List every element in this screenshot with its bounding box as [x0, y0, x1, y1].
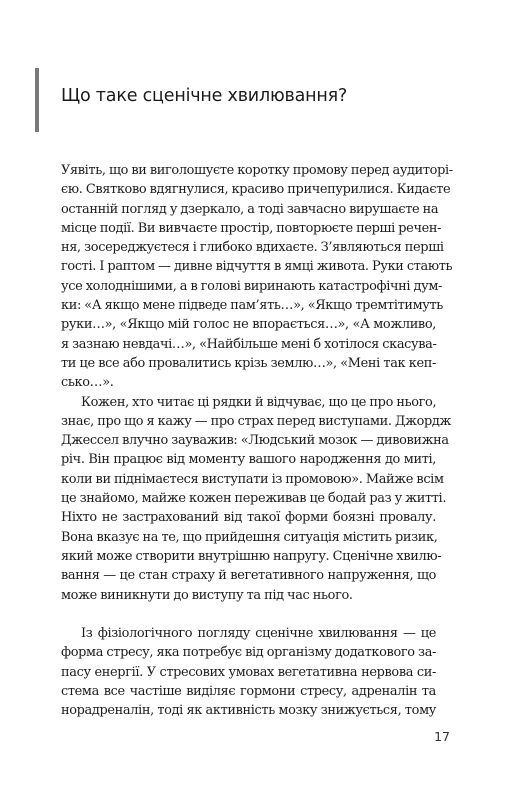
text-line: сько…». [61, 375, 114, 391]
text-line: Джессел влучно зауважив: «Людський мозок — дивовижна [61, 433, 449, 449]
text-line: останній погляд у дзеркало, а тоді завчасно вирушаєте на [61, 201, 439, 217]
text-line: коли ви піднімаєтеся виступати із промовою». Майже всім [61, 471, 444, 487]
text-line: який може створити внутрішню напругу. Сценічне хвилю- [61, 548, 442, 564]
text-line: усе холоднішими, а в голові виринають катастрофічні дум- [61, 278, 443, 294]
section-heading: Що таке сценічне хвилювання? [61, 86, 348, 106]
text-line: місце події. Ви вивчаєте простір, повторюєте перші речен- [61, 220, 442, 236]
text-line: єю. Святково вдягнулися, красиво причепурилися. Кидаєте [61, 182, 451, 198]
paragraph [61, 161, 453, 393]
heading-accent-bar [35, 68, 39, 132]
text-line: Ніхто не застрахований від такої форми боязні провалу. [61, 510, 436, 526]
text-line: форма стресу, яка потребує від організму додаткового за- [61, 645, 437, 661]
text-line: ня, зосереджуєтеся і глибоко вдихаєте. З’являються перші [61, 240, 444, 256]
text-line: Із фізіологічного погляду сценічне хвилювання — це [81, 626, 436, 642]
text-line: вання — це стан страху й вегетативного напруження, що [61, 568, 436, 584]
text-line: це знайомо, майже кожен переживав це бодай раз у житті. [61, 491, 447, 507]
text-line: я зазнаю невдачі…», «Найбільше мені б хотілося скасува- [61, 336, 437, 352]
text-line: річ. Він працює від моменту вашого народження до миті, [61, 452, 436, 468]
text-line: знає, про що я кажу — про страх перед виступами. Джордж [61, 413, 452, 429]
text-line: Уявіть, що ви виголошуєте коротку промову перед аудиторі- [61, 163, 453, 178]
text-line: ти це все або провалитись крізь землю…», «Мені так кеп- [61, 355, 436, 371]
text-line: може виникнути до виступу та під час нього. [61, 587, 353, 603]
text-line: стема все частіше виділяє гормони стресу, адреналін та [61, 684, 436, 700]
paragraph [61, 393, 452, 605]
text-line: Кожен, хто читає ці рядки й відчуває, що це про нього, [81, 394, 437, 410]
paragraph [61, 624, 436, 720]
text-line: Вона вказує на те, що прийдешня ситуація містить ризик, [61, 529, 438, 545]
text-line: ки: «А якщо мене підведе пам’ять…», «Якщо тремтітимуть [61, 298, 443, 314]
text-line: руки…», «Якщо мій голос не впорається…», «А можливо, [61, 317, 436, 333]
text-line: пасу енергії. У стресових умовах вегетативна нервова си- [61, 664, 436, 680]
paragraph-spacer [61, 605, 436, 624]
text-line: гості. І раптом — дивне відчуття в ямці живота. Руки стають [61, 259, 453, 275]
page-number: 17 [434, 729, 450, 744]
text-line: норадреналін, тоді як активність мозку знижується, тому [61, 703, 436, 719]
body-text [61, 161, 453, 721]
